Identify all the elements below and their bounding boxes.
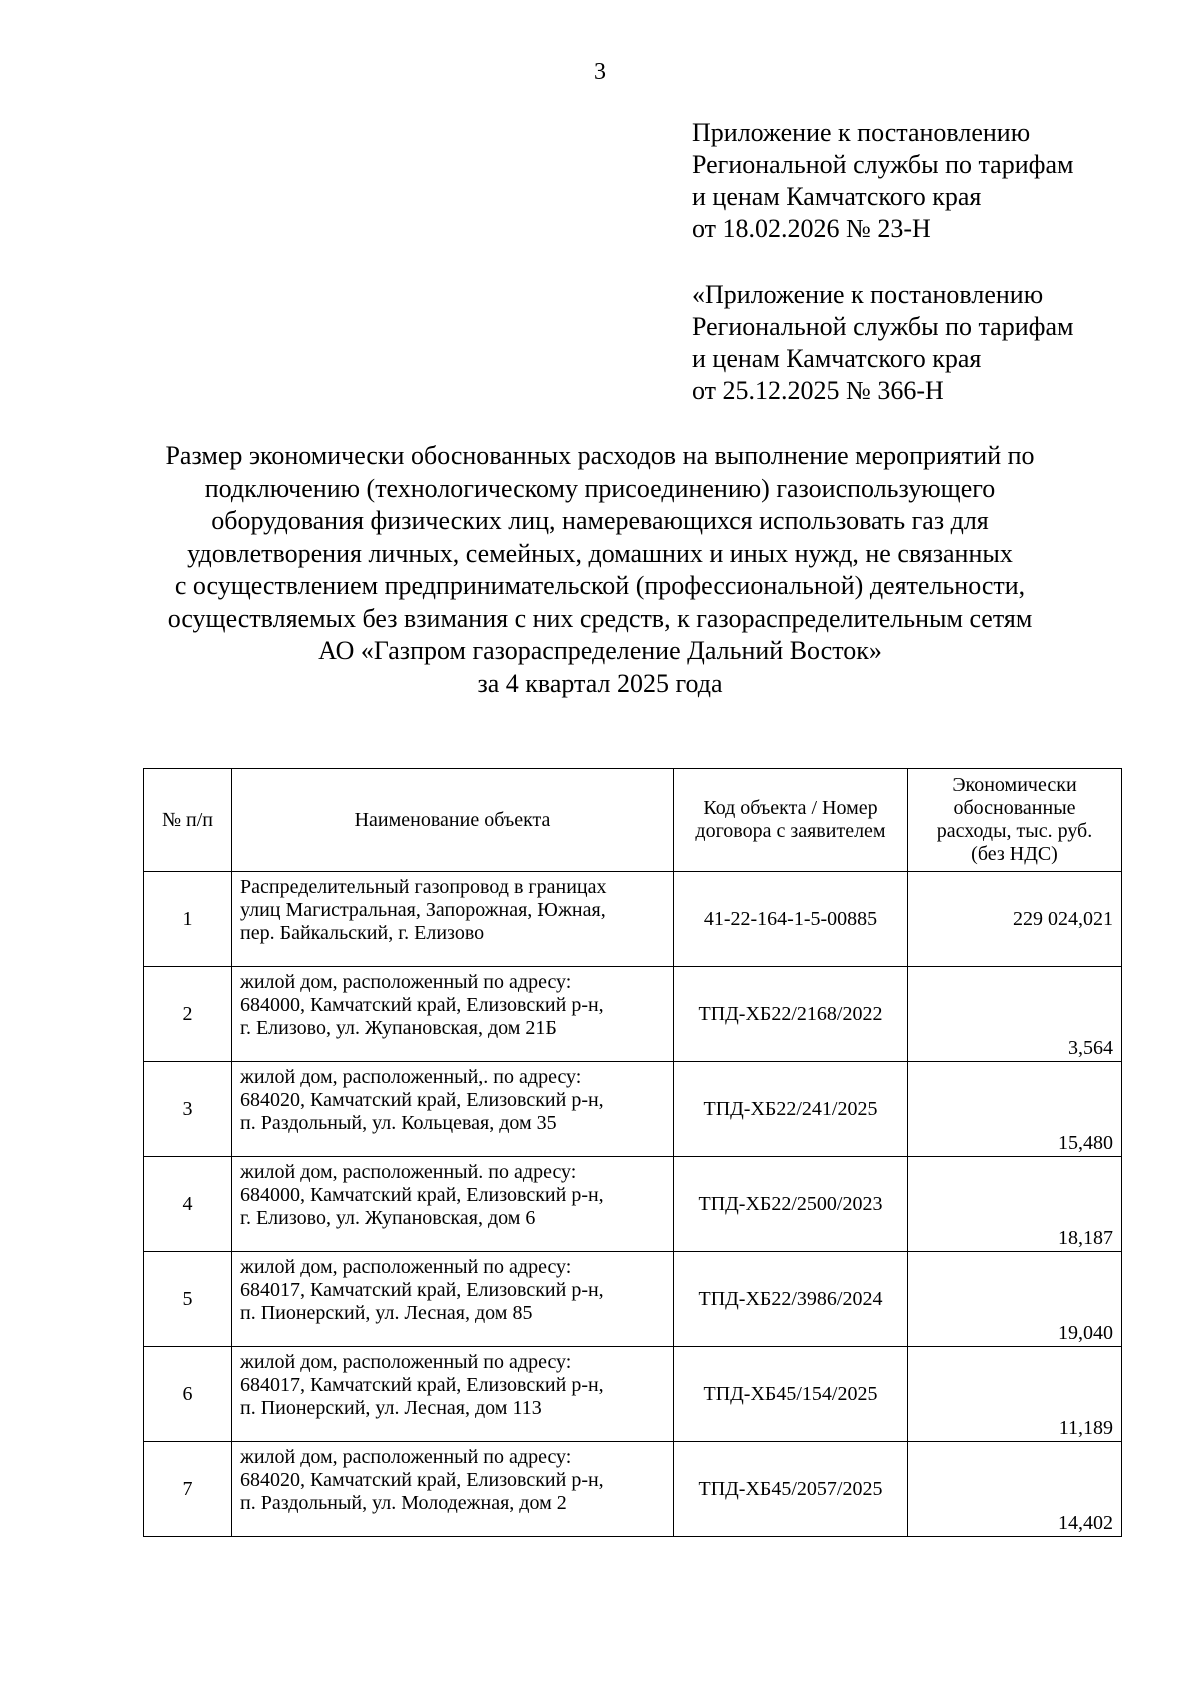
title-line: удовлетворения личных, семейных, домашних и иных нужд, не связанных [187, 538, 1013, 568]
table-row [144, 1347, 1122, 1442]
header-cost-line: обоснованные [953, 797, 1076, 819]
appendix-previous-line: и ценам Камчатского края [692, 344, 982, 373]
table-header-row [144, 769, 1122, 872]
row-name-line: г. Елизово, ул. Жупановская, дом 6 [240, 1207, 536, 1229]
table-row [144, 1252, 1122, 1347]
row-name-line: 684020, Камчатский край, Елизовский р-н, [240, 1469, 604, 1491]
row-num: 1 [144, 872, 232, 967]
title-line: осуществляемых без взимания с них средств, к газораспределительным сетям [167, 603, 1033, 633]
row-name-line: улиц Магистральная, Запорожная, Южная, [240, 899, 606, 921]
row-name-line: 684000, Камчатский край, Елизовский р-н, [240, 1184, 604, 1206]
row-object-name [232, 1347, 674, 1442]
table-row [144, 1442, 1122, 1537]
title-line: с осуществлением предпринимательской (профессиональной) деятельности, [174, 571, 1026, 600]
appendix-current-line: и ценам Камчатского края [692, 182, 982, 211]
header-cost-line: (без НДС) [971, 843, 1058, 865]
costs-table [143, 768, 1122, 1537]
row-cost: 15,480 [908, 1062, 1122, 1157]
row-cost: 14,402 [908, 1442, 1122, 1537]
row-object-name [232, 872, 674, 967]
table-row [144, 872, 1122, 967]
row-object-code: ТПД-ХБ45/2057/2025 [674, 1442, 908, 1537]
row-object-code: ТПД-ХБ22/3986/2024 [674, 1252, 908, 1347]
row-object-code: 41-22-164-1-5-00885 [674, 872, 908, 967]
appendix-current-line: от 18.02.2026 № 23-Н [692, 214, 931, 243]
row-object-name [232, 1157, 674, 1252]
row-num: 7 [144, 1442, 232, 1537]
row-name-line: жилой дом, расположенный,. по адресу: [240, 1066, 582, 1088]
page-number: 3 [594, 59, 606, 85]
row-name-line: пер. Байкальский, г. Елизово [240, 922, 485, 944]
appendix-previous-line: от 25.12.2025 № 366-Н [692, 376, 944, 405]
row-name-line: 684017, Камчатский край, Елизовский р-н, [240, 1374, 604, 1396]
row-cost: 11,189 [908, 1347, 1122, 1442]
row-object-name [232, 1252, 674, 1347]
title-line: подключению (технологическому присоединению) газоиспользующего [204, 473, 996, 503]
document-title [100, 440, 1100, 700]
row-cost: 19,040 [908, 1252, 1122, 1347]
row-name-line: п. Пионерский, ул. Лесная, дом 85 [240, 1302, 533, 1324]
row-object-name [232, 1062, 674, 1157]
header-name: Наименование объекта [232, 769, 674, 872]
title-line: АО «Газпром газораспределение Дальний Восток» [318, 636, 882, 665]
appendix-previous-line: «Приложение к постановлению [692, 280, 1044, 309]
row-object-code: ТПД-ХБ22/2500/2023 [674, 1157, 908, 1252]
header-code-line: договора с заявителем [695, 820, 886, 842]
row-name-line: г. Елизово, ул. Жупановская, дом 21Б [240, 1017, 557, 1039]
appendix-current-header [692, 117, 1172, 245]
row-name-line: 684020, Камчатский край, Елизовский р-н, [240, 1089, 604, 1111]
row-name-line: Распределительный газопровод в границах [240, 876, 607, 898]
appendix-previous-header [692, 279, 1172, 407]
row-object-name [232, 967, 674, 1062]
appendix-previous-line: Региональной службы по тарифам [692, 312, 1074, 341]
row-num: 4 [144, 1157, 232, 1252]
appendix-current-line: Приложение к постановлению [692, 118, 1031, 147]
title-line: оборудования физических лиц, намеревающихся использовать газ для [211, 506, 989, 535]
header-code [674, 769, 908, 872]
row-object-code: ТПД-ХБ45/154/2025 [674, 1347, 908, 1442]
title-line: Размер экономически обоснованных расходов на выполнение мероприятий по [165, 441, 1035, 470]
row-name-line: жилой дом, расположенный по адресу: [240, 1256, 572, 1278]
row-name-line: 684000, Камчатский край, Елизовский р-н, [240, 994, 604, 1016]
title-line: за 4 квартал 2025 года [477, 668, 723, 698]
row-name-line: п. Раздольный, ул. Кольцевая, дом 35 [240, 1112, 557, 1134]
row-num: 2 [144, 967, 232, 1062]
row-name-line: жилой дом, расположенный по адресу: [240, 971, 572, 993]
row-num: 6 [144, 1347, 232, 1442]
row-object-name [232, 1442, 674, 1537]
appendix-current-line: Региональной службы по тарифам [692, 150, 1074, 179]
header-cost-line: расходы, тыс. руб. [936, 820, 1093, 842]
row-name-line: 684017, Камчатский край, Елизовский р-н, [240, 1279, 604, 1301]
row-name-line: жилой дом, расположенный по адресу: [240, 1351, 572, 1373]
row-cost: 229 024,021 [908, 872, 1122, 967]
row-object-code: ТПД-ХБ22/2168/2022 [674, 967, 908, 1062]
header-cost-line: Экономически [952, 774, 1077, 796]
header-cost [908, 769, 1122, 872]
row-cost: 18,187 [908, 1157, 1122, 1252]
row-name-line: п. Пионерский, ул. Лесная, дом 113 [240, 1397, 542, 1419]
header-num: № п/п [144, 769, 232, 872]
row-num: 3 [144, 1062, 232, 1157]
header-code-line: Код объекта / Номер [703, 797, 878, 819]
row-cost: 3,564 [908, 967, 1122, 1062]
table-row [144, 967, 1122, 1062]
row-num: 5 [144, 1252, 232, 1347]
row-object-code: ТПД-ХБ22/241/2025 [674, 1062, 908, 1157]
row-name-line: п. Раздольный, ул. Молодежная, дом 2 [240, 1492, 567, 1514]
row-name-line: жилой дом, расположенный. по адресу: [240, 1161, 577, 1183]
table-row [144, 1062, 1122, 1157]
table-row [144, 1157, 1122, 1252]
row-name-line: жилой дом, расположенный по адресу: [240, 1446, 572, 1468]
